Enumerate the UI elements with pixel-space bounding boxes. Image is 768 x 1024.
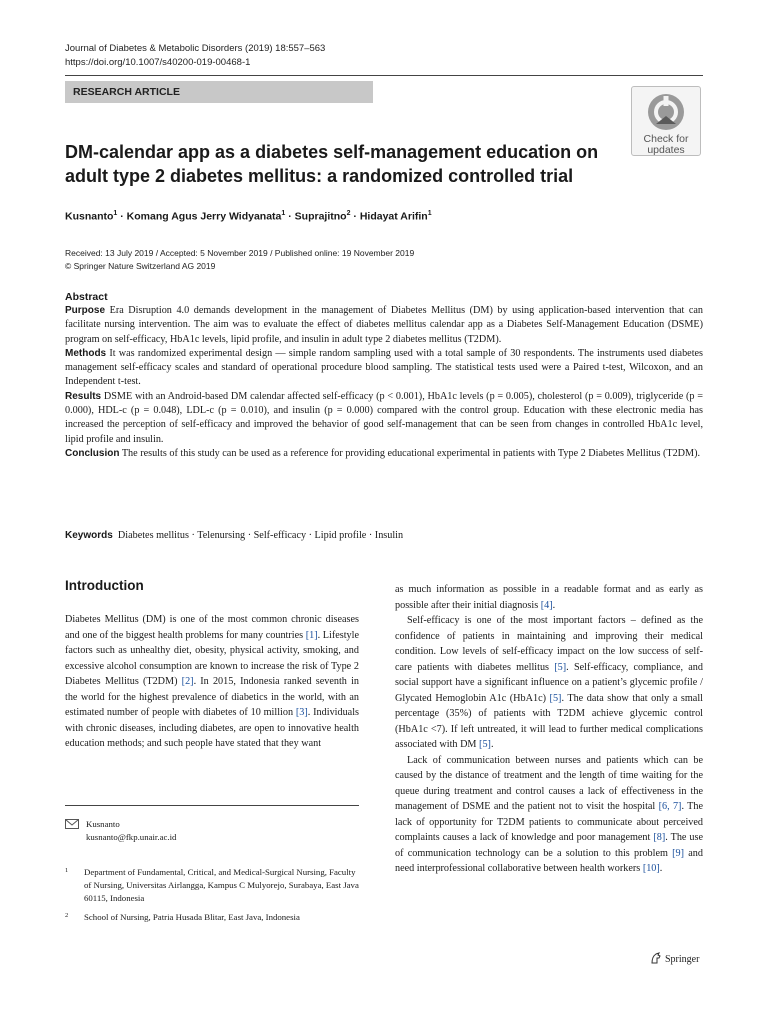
affiliation-number: 2	[65, 912, 69, 919]
footnote-rule	[65, 805, 359, 806]
author-name[interactable]: Hidayat Arifin	[359, 210, 428, 223]
citation-link[interactable]: [5]	[549, 692, 562, 704]
journal-header	[65, 42, 325, 70]
affiliation-1	[65, 866, 359, 905]
conclusion-label: Conclusion	[65, 447, 120, 459]
keywords-label: Keywords	[65, 530, 113, 541]
paragraph: Self-efficacy is one of the most important factors – defined as the confidence of patients in maintaining and improving their medical condition. Low levels of self-efficacy impact on the low success of self-care patients with diabetes mellitus [5]. Self-efficacy, compliance, and social support have a significant influence on a patient’s glycemic profile / Glycated Hemoglobin A1c (HbA1c) [5]. The data show that only a small percentage (35%) of patients with T2DM achieve glycemic control (HbA1c <7). If left untreated, it will lead to further medical complications associated with DM [5].	[395, 615, 703, 750]
publisher-name: Springer	[665, 954, 700, 965]
author-affiliation-mark: 1	[427, 210, 432, 217]
abstract-section	[65, 290, 703, 461]
publication-history	[65, 247, 414, 273]
author-name[interactable]: Kusnanto	[65, 210, 114, 223]
citation-link[interactable]: [3]	[295, 707, 308, 718]
affiliation-text: Department of Fundamental, Critical, and Medical-Surgical Nursing, Faculty of Nursing, Universitas Airlangga, Kampus C Mulyorejo, Surabaya, East Java 60115, Indonesia	[84, 867, 359, 903]
abstract-heading: Abstract	[65, 291, 108, 303]
copyright-line: © Springer Nature Switzerland AG 2019	[65, 261, 216, 271]
history-dates: Received: 13 July 2019 / Accepted: 5 November 2019 / Published online: 19 November 2019	[65, 248, 415, 258]
citation-link[interactable]: [9]	[672, 847, 685, 859]
author-name[interactable]: Komang Agus Jerry Widyanata	[126, 210, 282, 223]
results-text: DSME with an Android-based DM calendar affected self-efficacy (p < 0.001), HbA1c levels (p = 0.005), cholesterol (p = 0.009), triglyceride (p = 0.000), HDL-c (p = 0.048), LDL-c (p = 0.010), and insulin (p = 0.000) compared with the control group. Education with these electronic media has increased the perception of self-efficacy and improved the behavior of good self-management that can be seen from changes in controlled HbA1c level, lipid profile and insulin.	[65, 390, 704, 445]
affiliation-text: School of Nursing, Patria Husada Blitar, East Java, Indonesia	[84, 912, 300, 922]
citation-link[interactable]: [10]	[642, 863, 660, 874]
corresponding-author	[65, 818, 176, 844]
paragraph: Diabetes Mellitus (DM) is one of the most common chronic diseases and one of the biggest health problems for many countries [1]. Lifestyle factors such as unhealthy diet, obesity, physical activity, smoking, and excessive alcohol consumption are known to increase the risk of Type 2 Diabetes Mellitus (T2DM) [2]. In 2015, Indonesia ranked seventh in the world for the highest prevalence of diabetics in the world, with an estimated number of people with diabetes of 10 million [3]. Individuals with chronic diseases, including diabetes, are open to innovative health education methods; and such people have stated that they want	[65, 614, 359, 749]
author-affiliation-mark: 1	[113, 210, 118, 217]
paragraph: as much information as possible in a readable format and as early as possible after their initial diagnosis [4].	[395, 584, 703, 611]
results-label: Results	[65, 390, 102, 402]
conclusion-text: The results of this study can be used as a reference for providing educational experimental in patients with Type 2 Diabetes Mellitus (T2DM).	[121, 447, 701, 459]
right-column	[395, 582, 703, 877]
crossmark-icon	[646, 92, 686, 132]
paragraph: Lack of communication between nurses and patients which can be caused by the distance of treatment and the length of time waiting for the queue during treatment and control causes a lack of effectiveness in the management of DSME and the patient not to visit the hospital [6, 7]. The lack of opportunity for T2DM patients to communicate about perceived complaints causes a lack of knowledge and poor management [8]. The use of communication technology can be a solution to this problem [9] and need interprofessional collaborative between health workers [10].	[395, 754, 704, 874]
author-name[interactable]: Suprajitno	[294, 210, 347, 223]
methods-label: Methods	[65, 347, 107, 359]
citation-link[interactable]: [6, 7]	[658, 801, 682, 812]
check-for-updates-label: Check for updates	[643, 133, 689, 156]
purpose-label: Purpose	[65, 305, 106, 316]
citation-link[interactable]: [5]	[554, 661, 567, 673]
keywords-line	[65, 529, 703, 543]
author-separator: ·	[288, 210, 292, 223]
publisher-logo	[650, 952, 699, 967]
author-list	[65, 206, 705, 225]
doi-link[interactable]: https://doi.org/10.1007/s40200-019-00468-1	[65, 57, 251, 68]
left-column	[65, 612, 359, 752]
article-type-banner: RESEARCH ARTICLE	[65, 81, 373, 103]
introduction-heading: Introduction	[65, 578, 144, 593]
keywords-text: Diabetes mellitus · Telenursing · Self-efficacy · Lipid profile · Insulin	[117, 530, 404, 541]
author-separator: ·	[120, 210, 124, 223]
check-for-updates-badge[interactable]	[631, 86, 701, 156]
header-rule	[65, 75, 703, 76]
corresponding-name: Kusnanto	[86, 819, 120, 829]
corresponding-email[interactable]: kusnanto@fkp.unair.ac.id	[86, 832, 177, 842]
citation-link[interactable]: [2]	[181, 676, 194, 687]
affiliation-2	[65, 911, 359, 924]
article-title: DM-calendar app as a diabetes self-management education on adult type 2 diabetes mellitus: a randomized controlled trial	[65, 142, 599, 186]
abstract-conclusion	[65, 447, 703, 461]
citation-link[interactable]: [4]	[540, 599, 553, 611]
envelope-icon	[65, 819, 79, 829]
author-separator: ·	[353, 210, 357, 223]
purpose-text: Era Disruption 4.0 demands development in the management of Diabetes Mellitus (DM) by using application-based intervention that can facilitate nursing intervention. The aim was to evaluate the effect of diabetes mellitus calendar app as a Diabetes Self-Management Education (DSME) program on self-efficacy, HbA1c levels, lipid profile, and insulin in adult type 2 diabetes mellitus (T2DM).	[65, 305, 704, 345]
citation-link[interactable]: [5]	[479, 739, 491, 750]
abstract-purpose	[65, 304, 703, 347]
journal-citation: Journal of Diabetes & Metabolic Disorders (2019) 18:557–563	[65, 43, 326, 54]
abstract-methods	[65, 347, 703, 390]
citation-link[interactable]: [8]	[653, 832, 666, 843]
methods-text: It was randomized experimental design — simple random sampling used with a total sample of 30 respondents. The instruments used diabetes management self-efficacy scales and standard of operational procedure blood sampling. The statistical tests used were a Paired t-test, Wilcoxon, and an Independent t-test.	[65, 347, 704, 388]
springer-horse-icon	[650, 952, 662, 964]
abstract-results	[65, 390, 703, 447]
author-affiliation-mark: 2	[346, 210, 351, 217]
citation-link[interactable]: [1]	[305, 629, 318, 641]
author-affiliation-mark: 1	[281, 210, 286, 217]
affiliation-number: 1	[65, 867, 69, 874]
